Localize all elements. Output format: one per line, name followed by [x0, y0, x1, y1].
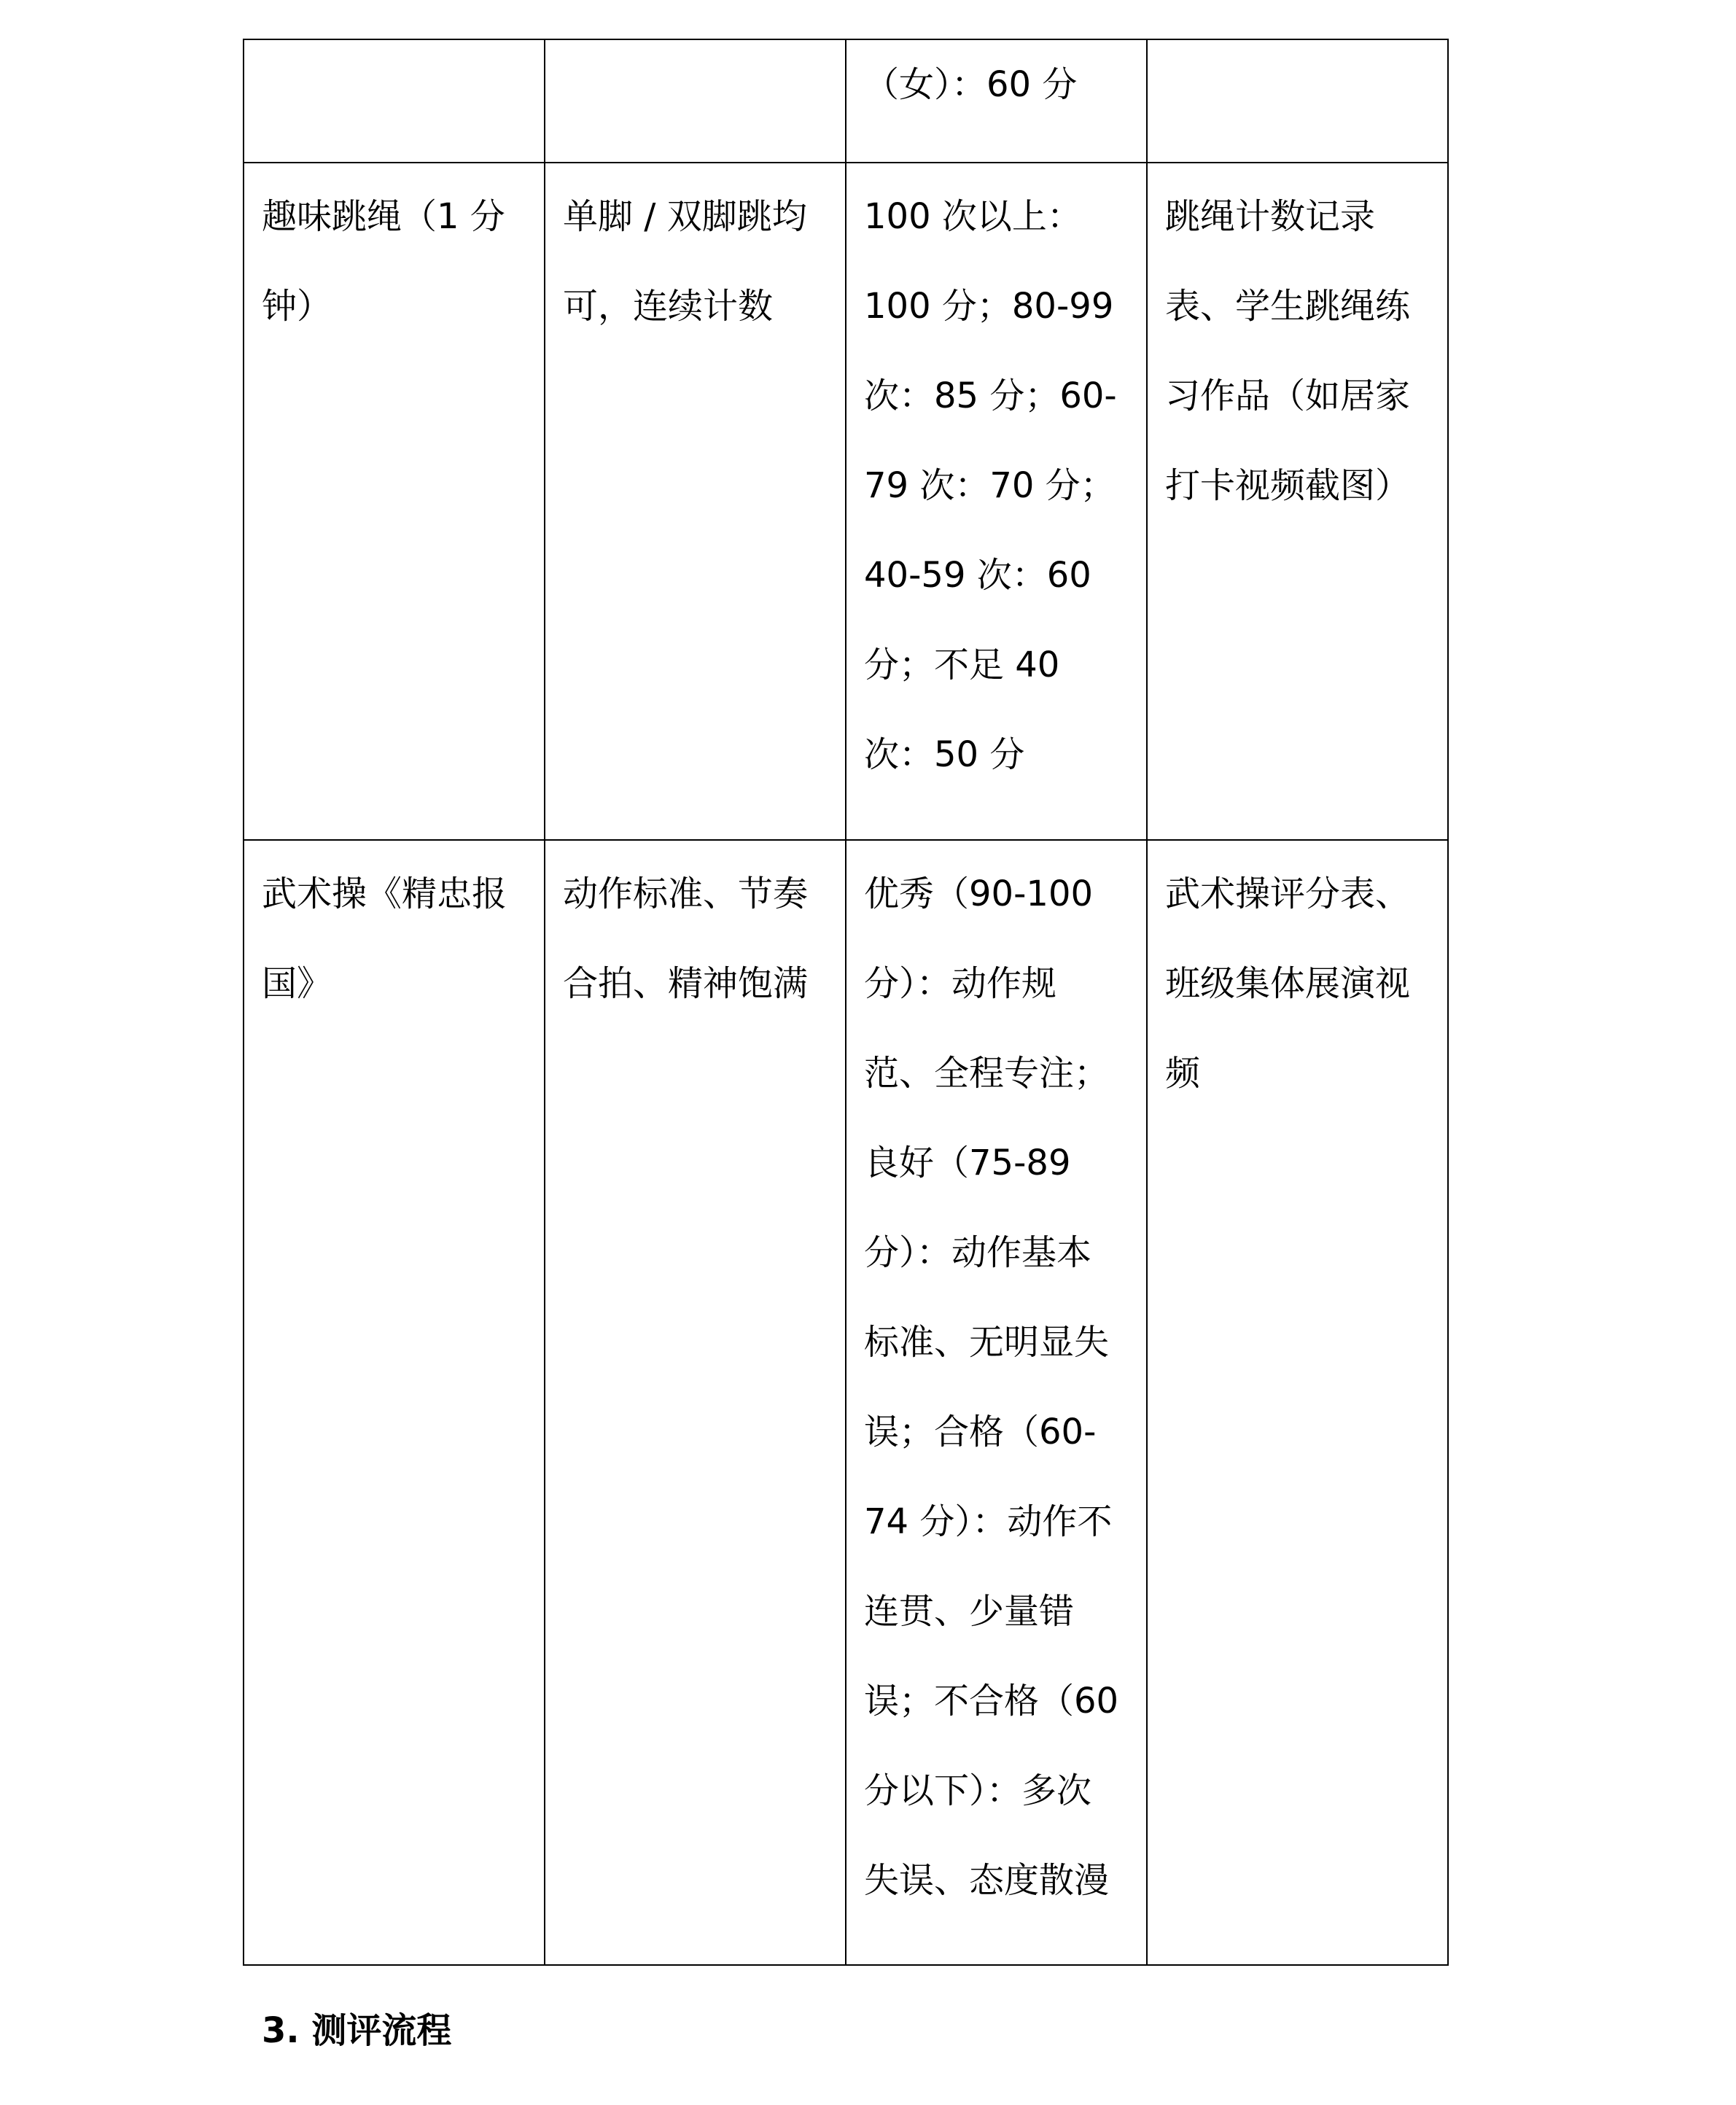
- cell-text-line: 40-59 次：60: [864, 555, 1091, 596]
- cell-text-line: 打卡视频截图）: [1165, 465, 1411, 506]
- table-cell: [846, 163, 1147, 840]
- cell-text-line: 100 分；80-99: [864, 286, 1114, 327]
- cell-text-line: 74 分）：动作不: [864, 1501, 1113, 1542]
- cell-text-line: 国》: [262, 963, 332, 1004]
- section-heading: 3. 测评流程: [262, 2010, 452, 2051]
- cell-text-line: 分）：动作基本: [864, 1232, 1092, 1273]
- table-cell: [545, 39, 846, 163]
- cell-text-line: 单脚 / 双脚跳均: [563, 196, 807, 237]
- table-cell: [1147, 840, 1448, 1965]
- cell-text-line: 误；不合格（60: [864, 1681, 1119, 1721]
- cell-text-line: 跳绳计数记录: [1165, 196, 1376, 237]
- table-cell: [846, 39, 1147, 163]
- cell-text-line: 分）：动作规: [864, 963, 1057, 1004]
- cell-text-line: 优秀（90-100: [864, 873, 1094, 914]
- cell-text-line: 良好（75-89: [864, 1143, 1071, 1183]
- cell-text-line: 连贯、少量错: [864, 1591, 1075, 1632]
- cell-text-line: 武术操《精忠报: [262, 873, 507, 914]
- cell-text-line: 次：85 分；60-: [864, 376, 1117, 416]
- cell-text-line: 习作品（如居家: [1165, 376, 1411, 416]
- table-cell: [1147, 39, 1448, 163]
- table-cell: [244, 39, 545, 163]
- cell-text-line: 分；不足 40: [864, 645, 1060, 685]
- table-cell: [846, 840, 1147, 1965]
- cell-text-line: 班级集体展演视: [1165, 963, 1411, 1004]
- cell-text-line: 频: [1165, 1053, 1201, 1094]
- cell-text-line: 趣味跳绳（1 分: [262, 196, 505, 237]
- table-cell: [545, 840, 846, 1965]
- table-row: [244, 163, 1448, 840]
- cell-text-line: 误；合格（60-: [864, 1412, 1097, 1452]
- table-cell: [1147, 163, 1448, 840]
- cell-text-line: 武术操评分表、: [1165, 873, 1411, 914]
- table-cell: [244, 163, 545, 840]
- table-row: [244, 39, 1448, 163]
- cell-text-line: 次：50 分: [864, 734, 1025, 775]
- table-cell: [244, 840, 545, 1965]
- cell-text-line: 动作标准、节奏: [563, 873, 809, 914]
- cell-text-line: 79 次：70 分；: [864, 465, 1116, 506]
- cell-text-line: 分以下）：多次: [864, 1770, 1092, 1811]
- cell-text-line: 可，连续计数: [563, 286, 774, 327]
- cell-text-line: 范、全程专注；: [864, 1053, 1110, 1094]
- cell-text-line: 合拍、精神饱满: [563, 963, 809, 1004]
- cell-text-line: 标准、无明显失: [864, 1322, 1110, 1363]
- assessment-table-body: [244, 39, 1448, 1965]
- cell-text-line: 钟）: [262, 286, 332, 327]
- cell-text-line: （女）：60 分: [864, 64, 1078, 105]
- table-row: [244, 840, 1448, 1965]
- cell-text-line: 表、学生跳绳练: [1165, 286, 1411, 327]
- assessment-table: [243, 39, 1449, 1966]
- cell-text-line: 失误、态度散漫: [864, 1860, 1110, 1901]
- table-cell: [545, 163, 846, 840]
- cell-text-line: 100 次以上：: [864, 196, 1082, 237]
